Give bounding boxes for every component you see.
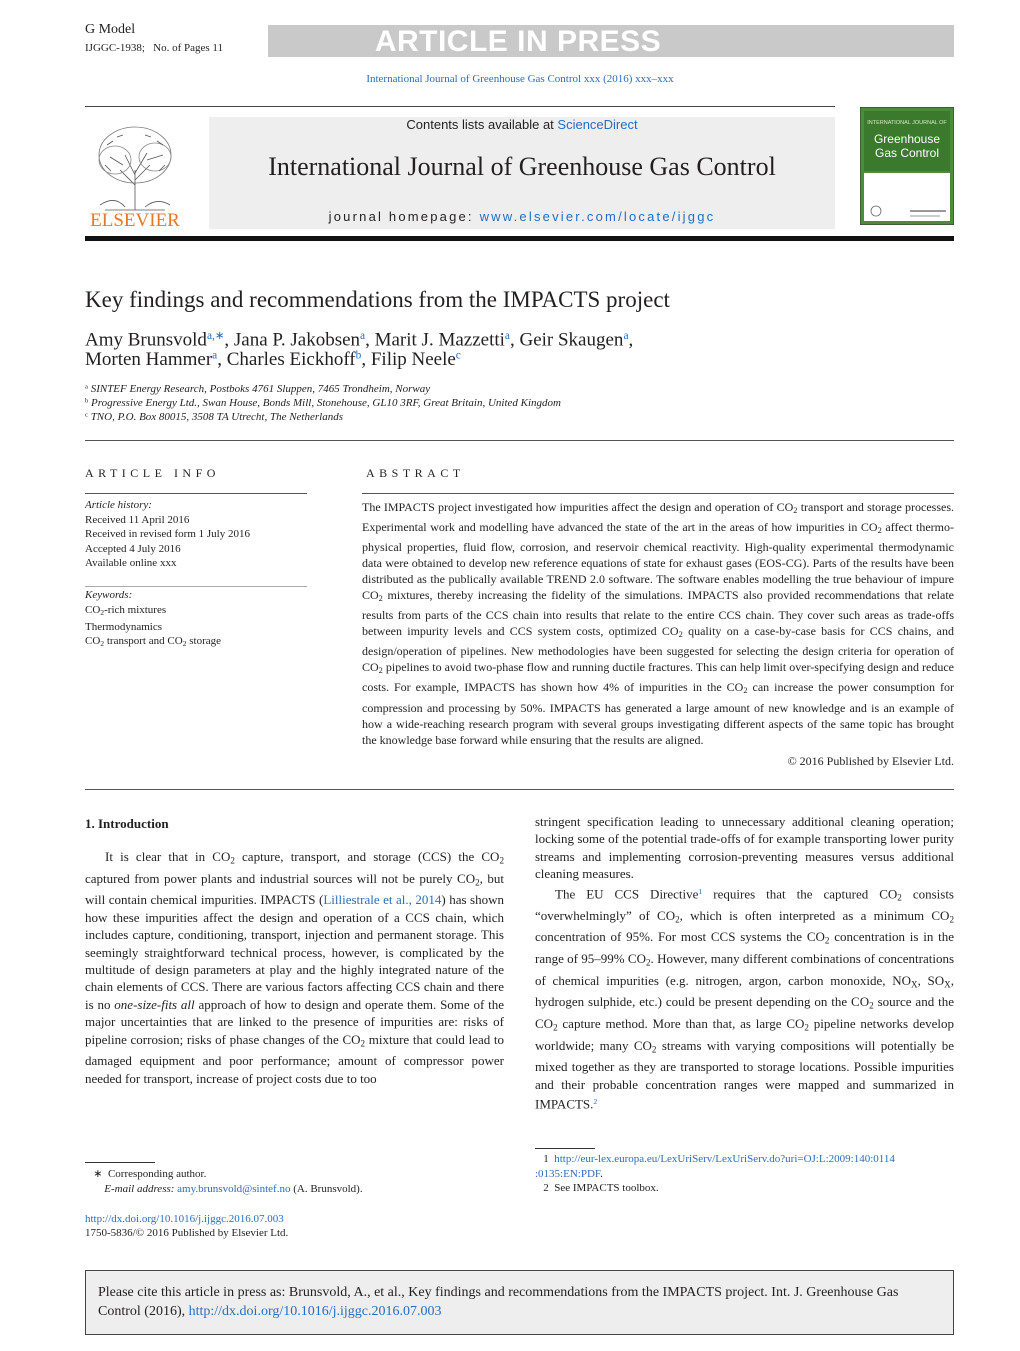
homepage-link[interactable]: www.elsevier.com/locate/ijggc xyxy=(479,209,716,224)
affiliations-rule xyxy=(85,440,954,441)
article-info-rule xyxy=(85,493,307,494)
cover-caption: INTERNATIONAL JOURNAL OF xyxy=(867,120,947,126)
affiliation-text: Progressive Energy Ltd., Swan House, Bonds Mill, Stonehouse, GL10 3RF, Great Britain, United Kingdom xyxy=(91,397,561,409)
history-label: Article history: xyxy=(85,499,152,511)
article-info-heading: ARTICLE INFO xyxy=(85,466,220,480)
affiliation-mark: a xyxy=(85,383,88,391)
contents-line xyxy=(209,117,835,132)
sciencedirect-link[interactable]: ScienceDirect xyxy=(557,117,638,132)
abstract-bottom-rule xyxy=(85,789,954,790)
citation-link[interactable]: Lilliestrale et al., 2014 xyxy=(323,892,442,908)
author-affiliation-mark[interactable]: a,∗ xyxy=(206,330,225,342)
author-name[interactable]: Morten Hammer xyxy=(85,349,213,370)
keywords-label: Keywords: xyxy=(85,589,133,601)
ijggc-id: IJGGC-1938; xyxy=(85,42,145,54)
masthead-top-rule xyxy=(85,106,835,107)
received-date: Received 11 April 2016 xyxy=(85,513,190,526)
cite-this-article-box xyxy=(85,1270,954,1335)
abstract-heading: ABSTRACT xyxy=(366,466,465,480)
body-column-right: stringent specification leading to unnecessary additional cleaning operation; locking some of the potential trade-offs of for example transporting lower purity streams and implementing corrosion-preventing measures versus additional cleaning measures. The EU CCS Directive$^1$ requires that the captured $CO_2$ consists “overwhelmingly” of $CO_2$, which is often interpreted as a minimum $CO_2$ concentration of 95%. For most CCS systems the $CO_2$ concentration is in the range of 95–99% $CO_2$. However, many different combinations of concentrations of chemical impurities (e.g. nitrogen, argon, carbon monoxide, $NO_X$, $SO_X$, hydrogen sulphide, etc.) could be present depending on the $CO_2$ source and the $CO_2$ capture method. More than that, as large $CO_2$ pipeline networks develop worldwide; many $CO_2$ streams with varying compositions will potentially be mixed together as they are transported to storage locations. Possible impurities and their probable concentration ranges were mapped and summarized in IMPACTS.$^2$ xyxy=(535,814,955,1112)
email-note: E-mail address: amy.brunsvold@sintef.no (A. Brunsvold). xyxy=(104,1183,363,1195)
footnote-ref-1[interactable]: 1 xyxy=(698,886,703,896)
cover-title-1: Greenhouse xyxy=(873,132,941,146)
author-affiliation-mark[interactable]: a xyxy=(212,349,218,362)
footnote-rule-left xyxy=(85,1162,155,1163)
author-name[interactable]: Amy Brunsvold xyxy=(85,329,207,351)
page-count: No. of Pages 11 xyxy=(153,42,224,54)
abstract-text: The IMPACTS project investigated how impurities affect the design and operation of $CO_2$ transport and storage processes. Experimental work and modelling have advanced the state of the art in the areas of how impurities in $CO_2$ affect thermo-physical properties, fluid flow, corrosion, and reservoir chemical reactivity. High-quality experimental thermodynamic data were obtained to develop new reference equations of state for exhaust gases (EOS-CG). Parts of the results have been distributed as the publically available TREND 2.0 software. The software enables modelling the true behaviour of impure $CO_2$ mixtures, thereby increasing the fidelity of the simulations. IMPACTS also provided recommendations that relate results from parts of the CCS chain into results that relate to the entire CCS chain. They cover such areas as trade-offs between impurity levels and CCS system costs, optimized $CO_2$ quality on a case-by-case basis for CCS chains, and design/operation of pipelines. New methodologies have been suggested for selecting the design criteria for operation of $CO_2$ pipelines to avoid two-phase flow and running ductile fractures. This can help limit over-specifying design and reduce costs. For example, IMPACTS has shown how 4% of impurities in the $CO_2$ can increase the power consumption for compression and processing by 50%. IMPACTS has generated a large amount of new knowledge and is an example of how a wide-reaching research program with several groups investigating different aspects of the same topic has brought the knowledge base forward while ensuring that the results are aligned. xyxy=(362,500,954,747)
abstract-copyright: © 2016 Published by Elsevier Ltd. xyxy=(787,754,954,768)
author-affiliation-mark[interactable]: b xyxy=(355,349,362,362)
author-affiliation-mark[interactable]: a xyxy=(504,330,510,342)
affiliation-text: TNO, P.O. Box 80015, 3508 TA Utrecht, The Netherlands xyxy=(90,411,343,423)
footnote-rule-right xyxy=(535,1148,595,1149)
email-link[interactable]: amy.brunsvold@sintef.no xyxy=(177,1183,291,1195)
footnote-1-url[interactable]: http://eur-lex.europa.eu/LexUriServ/LexUriServ.do?uri=OJ:L:2009:140:0114 xyxy=(554,1153,895,1165)
affiliation-a xyxy=(85,383,430,395)
manuscript-id xyxy=(85,42,223,54)
masthead-bottom-rule xyxy=(85,236,954,241)
author-name[interactable]: Charles Eickhoff xyxy=(226,349,356,370)
author-affiliation-mark[interactable]: c xyxy=(455,349,461,362)
keyword-2: Thermodynamics xyxy=(85,620,162,633)
journal-homepage-line xyxy=(209,209,835,224)
authors-line-2: Morten Hammer$^a$, Charles Eickhoff$^b$, Filip Neele$^c$ xyxy=(85,349,461,370)
author-name[interactable]: Filip Neele xyxy=(370,349,456,370)
author-name[interactable]: Marit J. Mazzetti xyxy=(374,329,505,351)
online-date: Available online xxx xyxy=(85,557,177,569)
elsevier-wordmark: ELSEVIER xyxy=(90,210,180,230)
affiliation-b xyxy=(85,397,561,409)
author-name[interactable]: Jana P. Jakobsen xyxy=(233,329,361,351)
doi-link[interactable]: http://dx.doi.org/10.1016/j.ijggc.2016.07.003 xyxy=(85,1213,284,1225)
section-heading-introduction: 1. Introduction xyxy=(85,816,169,831)
keywords-rule xyxy=(85,586,307,587)
article-in-press-label: ARTICLE IN PRESS xyxy=(374,25,662,58)
cover-title-2: Gas Control xyxy=(874,146,940,160)
journal-citation-line[interactable]: International Journal of Greenhouse Gas Control xxx (2016) xxx–xxx xyxy=(366,73,674,85)
issn-line: 1750-5836/© 2016 Published by Elsevier Ltd. xyxy=(85,1227,289,1239)
contents-prefix: Contents lists available at xyxy=(406,117,558,132)
authors-line-1: Amy Brunsvold$^{a,∗}$, Jana P. Jakobsen$^a$, Marit J. Mazzetti$^a$, Geir Skaugen$^a$, xyxy=(85,329,634,351)
footnote-2: 2 See IMPACTS toolbox. xyxy=(543,1182,659,1194)
homepage-prefix: journal homepage: xyxy=(328,209,480,224)
affiliation-text: SINTEF Energy Research, Postboks 4761 Sluppen, 7465 Trondheim, Norway xyxy=(90,383,431,395)
footnote-1: 1 http://eur-lex.europa.eu/LexUriServ/LexUriServ.do?uri=OJ:L:2009:140:0114 xyxy=(543,1153,895,1165)
journal-cover-thumbnail xyxy=(860,107,954,225)
body-column-left: It is clear that in $CO_2$ capture, transport, and storage (CCS) the $CO_2$ captured from power plants and industrial sources will not be purely $CO_2$, but will contain chemical impurities. IMPACTS (Lilliestrale et al., 2014) has shown how these impurities affect the design and operation of a CCS chain, which includes capture, conditioning, transport, injection and permanent storage. This seemingly straightforward technical process, however, is complicated by the multitude of design parameters at play and the highly integrated nature of the chain elements of CCS. There are various factors affecting CCS chain and there is no one-size-fits all approach of how to design and operate them. Some of the major uncertainties that are linked to the presence of impurities are: risks of pipeline corrosion; risks of phase changes of the $CO_2$ mixture that could lead to damaged equipment and poor performance; amount of compressor power needed for transport, increase of project costs due to too xyxy=(85,849,505,1086)
footnote-1-cont: :0135:EN:PDF. xyxy=(535,1168,603,1180)
keywords xyxy=(85,588,221,652)
article-history xyxy=(85,498,250,571)
keyword-3: $CO_2$ transport and $CO_2$ storage xyxy=(85,635,221,649)
revised-date: Received in revised form 1 July 2016 xyxy=(85,528,250,540)
abstract-rule xyxy=(362,493,954,494)
author-affiliation-mark[interactable]: a xyxy=(360,330,366,342)
article-title: Key findings and recommendations from the IMPACTS project xyxy=(85,287,670,312)
affiliation-mark: b xyxy=(85,397,89,405)
affiliation-c xyxy=(85,411,343,423)
author-affiliation-mark[interactable]: a xyxy=(623,330,629,342)
corresponding-author-note: ∗ Corresponding author. xyxy=(93,1168,207,1180)
cite-doi-link[interactable]: http://dx.doi.org/10.1016/j.ijggc.2016.07.003 xyxy=(188,1304,442,1319)
accepted-date: Accepted 4 July 2016 xyxy=(85,542,181,555)
affiliation-mark: c xyxy=(85,411,88,419)
g-model-label: G Model xyxy=(85,22,136,37)
cite-text: Please cite this article in press as: Brunsvold, A., et al., Key findings and recommendations from the IMPACTS project. Int. J. Greenhouse Gas Control (2016), xyxy=(98,1285,899,1319)
footnote-1-url-cont[interactable]: :0135:EN:PDF xyxy=(535,1168,601,1180)
journal-title: International Journal of Greenhouse Gas Control xyxy=(268,152,776,181)
elsevier-tree-logo xyxy=(85,115,185,230)
keyword-1: $CO_2$-rich mixtures xyxy=(85,603,167,617)
author-name[interactable]: Geir Skaugen xyxy=(519,329,624,351)
footnote-ref-2[interactable]: 2 xyxy=(593,1097,598,1107)
